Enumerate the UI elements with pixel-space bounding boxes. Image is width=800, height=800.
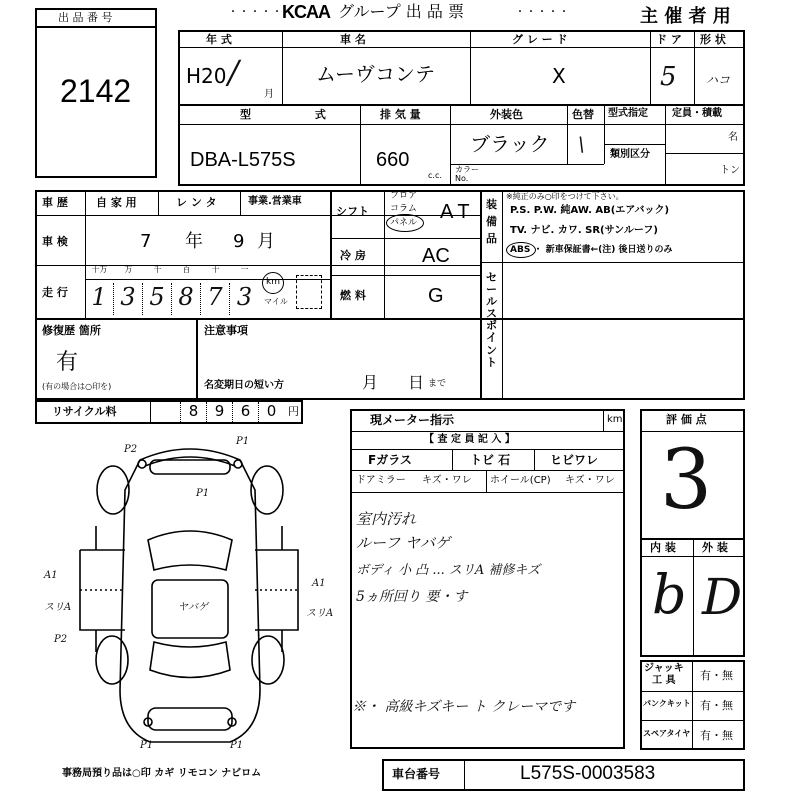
damage-mark: P1 xyxy=(196,488,210,499)
mileage-extra-box xyxy=(296,275,322,309)
equipment-note: ※純正のみ○印をつけて下さい。 xyxy=(506,192,624,201)
mileage-digit: 8 xyxy=(172,283,201,315)
month-unit: 月 xyxy=(264,89,274,100)
repair-note: (有の場合は○印を) xyxy=(42,382,112,391)
class-label: 類別区分 xyxy=(610,149,650,160)
inspector-note-2: ルーフ ヤバゲ xyxy=(356,534,451,552)
model-value: DBA-L575S xyxy=(190,149,296,171)
notes-month: 月 xyxy=(362,373,379,392)
recycle-digit: 6 xyxy=(232,402,258,422)
inspector-note-3: ボディ 小 凸 ... スリA 補修キズ xyxy=(356,563,541,578)
damage-mark: P1 xyxy=(236,436,250,447)
year-value: H20 xyxy=(186,64,227,88)
capacity-unit-persons: 名 xyxy=(728,132,738,143)
notes-until: まで xyxy=(428,379,447,389)
inspector-note-4: 5ヵ所回り 要・す xyxy=(356,589,468,605)
mileage-unit: 十万 xyxy=(91,265,108,274)
interior-value: b xyxy=(652,563,687,626)
damage-mark: P2 xyxy=(124,444,138,455)
exterior-value: D xyxy=(702,568,743,626)
exterior-label: 外 装 xyxy=(702,541,728,554)
jack-label: ジャッキ 工 具 xyxy=(644,663,684,686)
shaken-label: 車 検 xyxy=(42,235,68,248)
shift-panel-circle xyxy=(386,214,424,232)
meter-label: 現メーター指示 xyxy=(370,413,455,427)
door-label: ド ア xyxy=(656,33,682,46)
header-dots-left: ・・・・・ xyxy=(228,7,283,18)
color-label: 外装色 xyxy=(490,108,523,121)
recycle-digit: 9 xyxy=(206,402,232,422)
damage-mark: P1 xyxy=(230,740,244,751)
shift-panel: パネル xyxy=(390,218,418,228)
type-value: ハコ xyxy=(706,73,731,87)
puncture-label: パンクキット xyxy=(643,699,691,708)
glass-label: Fガラス xyxy=(368,453,412,467)
damage-mark: P2 xyxy=(54,634,68,645)
recycle-digit: 8 xyxy=(180,402,206,422)
recycle-unit: 円 xyxy=(288,405,299,418)
color-no-label: カラー No. xyxy=(455,165,479,183)
kcaa-logo: KCAA xyxy=(282,2,330,22)
history-commercial: 事業.営業車 xyxy=(248,196,302,207)
grade-value: X xyxy=(552,64,566,88)
inspector-title: 【 査 定 員 記 入 】 xyxy=(424,434,515,445)
recycle-digit: 0 xyxy=(258,402,284,422)
wheel-option: キズ・ワレ xyxy=(565,475,615,486)
damage-mark: A1 xyxy=(312,578,326,589)
damage-mark: スリA xyxy=(306,608,334,619)
shaken-year-unit: 年 xyxy=(185,231,203,252)
mileage-digit: 7 xyxy=(201,283,230,315)
repair-label: 修復歴 箇所 xyxy=(42,324,101,337)
recycle-label: リサイクル料 xyxy=(52,405,117,418)
score-label: 評 価 点 xyxy=(666,413,707,426)
mileage-digit: 1 xyxy=(85,283,114,315)
damage-mark: P1 xyxy=(140,740,154,751)
ac-label: 冷 房 xyxy=(340,249,366,262)
capacity-unit-tons: トン xyxy=(720,165,740,176)
door-value: 5 xyxy=(660,62,677,92)
spare-label: スペアタイヤ xyxy=(643,729,691,738)
shaken-month: 9 xyxy=(233,231,245,252)
shift-column: コラム xyxy=(390,204,417,214)
shaken-month-unit: 月 xyxy=(257,231,275,252)
history-private: 自 家 用 xyxy=(96,196,137,209)
mileage-digit: 3 xyxy=(114,283,143,315)
damage-mark: スリA xyxy=(44,602,72,613)
mileage-digit: 5 xyxy=(143,283,172,315)
header-dots-right: ・・・・・ xyxy=(515,7,570,18)
meter-unit: km xyxy=(607,414,623,425)
notes-label: 注意事項 xyxy=(204,324,248,337)
spare-option: 有・無 xyxy=(700,729,733,742)
name-value: ムーヴコンテ xyxy=(316,62,435,86)
recycle-digits xyxy=(180,402,286,422)
cc-label: 排 気 量 xyxy=(380,108,421,121)
year-slash: / xyxy=(228,53,239,91)
cc-unit: c.c. xyxy=(428,171,442,180)
color-value: ブラック xyxy=(470,132,550,156)
notes-deadline: 名変期日の短い方 xyxy=(204,380,284,391)
grade-label: グ レ ー ド xyxy=(512,33,568,46)
name-label: 車 名 xyxy=(340,33,366,46)
form-title: グループ 出 品 票 xyxy=(338,2,464,21)
chassis-value: L575S-0003583 xyxy=(520,763,656,784)
shift-label: シフト xyxy=(336,205,369,218)
km-unit: km xyxy=(266,277,280,287)
inspector-note-5: ※・ 高級キズキー ト クレーマです xyxy=(352,699,576,715)
abs-circle xyxy=(506,242,536,258)
mileage-unit: 千 xyxy=(153,265,162,274)
shaken-year: 7 xyxy=(140,231,152,252)
office-note: 事務局預り品は○印 カギ リモコン ナビロム xyxy=(62,768,262,779)
equipment-label: 装 備 品 xyxy=(486,198,497,246)
equipment-line2: TV. ナビ. カワ. SR(サンルーフ) xyxy=(510,225,658,236)
mileage-digit: 3 xyxy=(236,283,253,311)
car-damage-diagram xyxy=(40,430,340,760)
recolor-label: 色替 xyxy=(572,108,594,121)
year-label: 年 式 xyxy=(206,33,232,46)
damage-mark: A1 xyxy=(44,570,58,581)
mile-unit: マイル xyxy=(264,297,288,306)
shift-value: A T xyxy=(440,201,470,223)
interior-label: 内 装 xyxy=(650,541,676,554)
inspector-note-1: 室内汚れ xyxy=(356,510,417,528)
wheel-label: ホイール(CP) xyxy=(490,475,551,486)
crack-label: ヒビワレ xyxy=(550,453,599,467)
mileage-digits xyxy=(85,283,261,315)
notes-day: 日 xyxy=(408,373,425,392)
organizer-label: 主 催 者 用 xyxy=(640,6,731,27)
recolor-mark: \ xyxy=(578,132,585,156)
model-label: 型 式 xyxy=(240,108,356,121)
lot-number-label: 出 品 番 号 xyxy=(58,11,113,24)
mileage-units xyxy=(85,266,261,278)
mileage-unit: 百 xyxy=(182,265,191,274)
type-label: 形 状 xyxy=(700,33,726,46)
fuel-value: G xyxy=(428,285,444,307)
mileage-unit: 万 xyxy=(124,265,133,274)
shift-floor: フロア xyxy=(390,191,418,201)
jack-option: 有・無 xyxy=(700,669,733,682)
sales-point-label: セールスポイント xyxy=(486,271,497,369)
equipment-line1: P.S. P.W. 純AW. AB(エアバック) xyxy=(510,205,670,216)
ac-value: AC xyxy=(422,245,450,267)
score-value: 3 xyxy=(660,433,713,528)
spec-label: 型式指定 xyxy=(608,108,648,119)
history-rental: レ ン タ xyxy=(176,196,217,209)
mirror-label: ドアミラー xyxy=(356,475,406,486)
mileage-unit: 一 xyxy=(240,265,249,274)
puncture-option: 有・無 xyxy=(700,699,733,712)
damage-mark: ヤバゲ xyxy=(178,602,208,613)
equipment-line3: ABS ・ 新車保証書←(注) 後日送りのみ xyxy=(510,245,673,255)
mileage-label: 走 行 xyxy=(42,286,68,299)
fuel-label: 燃 料 xyxy=(340,289,366,302)
repair-value: 有 xyxy=(56,350,79,375)
cc-value: 660 xyxy=(376,149,410,171)
history-label: 車 歴 xyxy=(42,196,68,209)
capacity-label: 定員・積載 xyxy=(672,108,722,119)
mirror-option: キズ・ワレ xyxy=(422,475,472,486)
chassis-label: 車台番号 xyxy=(392,767,441,781)
chip-label: トビ 石 xyxy=(470,453,511,467)
lot-number: 2142 xyxy=(60,73,132,109)
mileage-unit: 十 xyxy=(211,265,220,274)
